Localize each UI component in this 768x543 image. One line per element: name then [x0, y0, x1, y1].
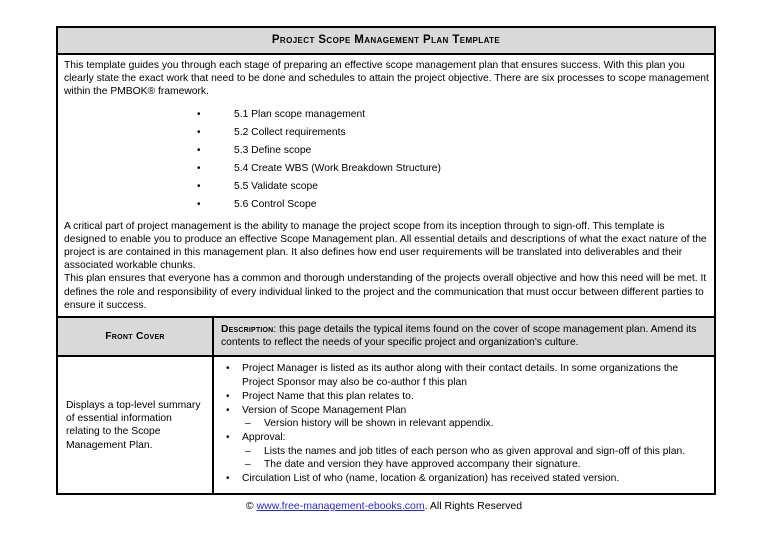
- bullet-icon: •: [226, 363, 230, 375]
- detail-summary-text: Displays a top-level summary of essential information relating to the Scope Management Plan.: [66, 399, 201, 451]
- sub-list-item: [242, 458, 708, 471]
- bullet-icon: •: [197, 198, 201, 210]
- list-item: [64, 178, 709, 196]
- bullet-icon: •: [197, 126, 201, 138]
- process-label: 5.5 Validate scope: [234, 180, 318, 192]
- list-item: [220, 431, 708, 471]
- list-item: [64, 106, 709, 124]
- rights-text: . All Rights Reserved: [424, 500, 523, 512]
- intro-paragraph-3: This plan ensures that everyone has a common and thorough understanding of the projects overall objective and how this need will be met. It defines the role and responsibility of every individual linked to the project and the communication that must occur between different parties to ensure it success.: [64, 273, 707, 311]
- list-item: [220, 390, 708, 403]
- intro-row: [57, 54, 715, 317]
- process-label: 5.3 Define scope: [234, 144, 312, 156]
- dash-icon: –: [245, 445, 251, 457]
- bullet-icon: •: [226, 405, 230, 417]
- list-item: [220, 404, 708, 430]
- list-item: [64, 142, 709, 160]
- front-cover-label-cell: [57, 317, 213, 356]
- intro-cell: [57, 54, 715, 317]
- scope-process-list: [64, 106, 709, 214]
- title-row: [57, 27, 715, 54]
- dash-icon: –: [245, 458, 251, 470]
- process-label: 5.6 Control Scope: [234, 198, 317, 210]
- item-text: Project Manager is listed as its author along with their contact details. In some organizations the Project Sponsor may also be co-author f this plan: [242, 363, 679, 388]
- page-title: Project Scope Management Plan Template: [271, 34, 501, 46]
- list-item: [64, 124, 709, 142]
- sub-list-item: [242, 445, 708, 458]
- sub-list: [242, 445, 708, 471]
- item-text: Version of Scope Management Plan: [242, 405, 407, 417]
- list-item: [220, 362, 708, 388]
- sub-list: [242, 417, 708, 430]
- title-cell: [57, 27, 715, 54]
- detail-row: [57, 356, 715, 494]
- front-cover-description-cell: [213, 317, 715, 356]
- detail-items-cell: [213, 356, 715, 494]
- sub-item-text: The date and version they have approved accompany their signature.: [264, 458, 581, 470]
- description-body: : this page details the typical items found on the cover of scope management plan. Amend its contents to reflect the needs of your specific project and organization’s culture.: [221, 324, 697, 349]
- bullet-icon: •: [226, 473, 230, 485]
- copyright-symbol: ©: [245, 500, 254, 512]
- intro-paragraph-1: This template guides you through each stage of preparing an effective scope management plan that ensures success. With this plan you clearly state the exact work that need to be done and schedules to attain the project objective. There are six processes to scope management within the PMBOK® framework.: [64, 60, 709, 98]
- bullet-icon: •: [197, 108, 201, 120]
- bullet-icon: •: [197, 162, 201, 174]
- list-item: [64, 196, 709, 214]
- process-label: 5.4 Create WBS (Work Breakdown Structure): [234, 162, 441, 174]
- front-cover-label: Front Cover: [105, 331, 165, 343]
- front-cover-contents-list: [220, 362, 708, 485]
- sub-item-text: Version history will be shown in relevant appendix.: [264, 418, 494, 430]
- process-label: 5.1 Plan scope management: [234, 108, 366, 120]
- list-item: [220, 472, 708, 485]
- item-text: Project Name that this plan relates to.: [242, 390, 414, 402]
- bullet-icon: •: [226, 432, 230, 444]
- sub-item-text: Lists the names and job titles of each person who as given approval and sign-off of this plan.: [264, 445, 686, 457]
- bullet-icon: •: [197, 144, 201, 156]
- item-text: Circulation List of who (name, location & organization) has received stated version.: [242, 473, 620, 485]
- item-text: Approval:: [242, 432, 286, 444]
- front-cover-description: [221, 323, 708, 349]
- description-lead: Description: [221, 324, 274, 336]
- ebooks-website-link[interactable]: www.free-management-ebooks.com: [256, 500, 425, 512]
- list-item: [64, 160, 709, 178]
- sub-list-item: [242, 417, 708, 430]
- page-footer: [0, 500, 768, 512]
- dash-icon: –: [245, 418, 251, 430]
- detail-summary-cell: [57, 356, 213, 494]
- front-cover-row: [57, 317, 715, 356]
- intro-paragraph-2: A critical part of project management is the ability to manage the project scope from its inception through to sign-off. This template is designed to enable you to produce an effective Scope Management plan. All essential details and descriptions of what the exact nature of the project is are contained in this management plan. It also defines how end user requirements will be translated into deliverables and their associated workable chunks.: [64, 220, 707, 272]
- bullet-icon: •: [226, 390, 230, 402]
- bullet-icon: •: [197, 180, 201, 192]
- process-label: 5.2 Collect requirements: [234, 126, 346, 138]
- scope-management-plan-table: [56, 26, 716, 495]
